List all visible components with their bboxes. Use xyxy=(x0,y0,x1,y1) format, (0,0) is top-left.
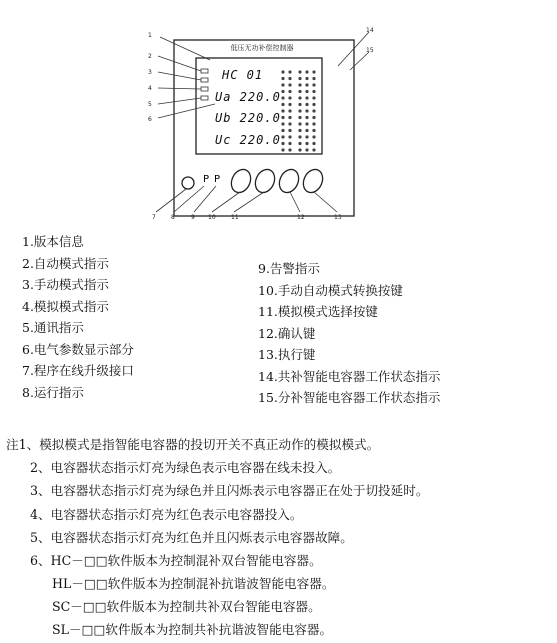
capacitor-status-led xyxy=(298,83,301,86)
capacitor-status-led xyxy=(298,148,301,151)
capacitor-status-led xyxy=(288,129,291,132)
capacitor-status-led xyxy=(281,148,284,151)
capacitor-status-led xyxy=(288,135,291,138)
capacitor-status-led xyxy=(281,77,284,80)
legend-right xyxy=(258,258,440,409)
capacitor-status-led xyxy=(281,96,284,99)
display-line-2: Ua 220.0 xyxy=(215,90,281,104)
callout-14: 14 xyxy=(366,27,374,34)
callout-11: 11 xyxy=(231,214,239,221)
panel-title: 低压无功补偿控制器 xyxy=(230,44,294,52)
legend-item-13: 13.执行键 xyxy=(258,347,316,362)
capacitor-status-led xyxy=(288,96,291,99)
capacitor-status-led xyxy=(298,90,301,93)
callout-12: 12 xyxy=(297,214,305,221)
capacitor-status-led xyxy=(281,70,284,73)
capacitor-status-led xyxy=(288,116,291,119)
simulate-mode-indicator xyxy=(201,87,208,91)
display-line-4: Uc 220.0 xyxy=(215,133,281,147)
legend-left xyxy=(22,231,134,403)
callout-2: 2 xyxy=(148,53,152,60)
callout-15: 15 xyxy=(366,47,374,54)
legend-item-5: 5.通讯指示 xyxy=(22,320,84,335)
capacitor-status-led xyxy=(305,77,308,80)
capacitor-status-led xyxy=(312,109,315,112)
callout-4: 4 xyxy=(148,85,152,92)
note-1: 注1、模拟模式是指智能电容器的投切开关不真正动作的模拟模式。 xyxy=(6,437,380,452)
capacitor-status-led xyxy=(312,77,315,80)
capacitor-status-led xyxy=(281,83,284,86)
capacitor-status-led xyxy=(305,122,308,125)
capacitor-status-led xyxy=(312,90,315,93)
display-line-1: HC 01 xyxy=(222,68,264,82)
capacitor-status-led xyxy=(305,103,308,106)
capacitor-status-led xyxy=(312,70,315,73)
capacitor-status-led xyxy=(288,122,291,125)
capacitor-status-led xyxy=(305,116,308,119)
legend-item-7: 7.程序在线升级接口 xyxy=(22,363,134,378)
capacitor-status-led xyxy=(288,103,291,106)
capacitor-status-led xyxy=(298,96,301,99)
capacitor-status-led xyxy=(298,122,301,125)
capacitor-status-led xyxy=(288,77,291,80)
capacitor-status-led xyxy=(281,142,284,145)
capacitor-status-led xyxy=(298,135,301,138)
capacitor-status-led xyxy=(288,90,291,93)
capacitor-status-led xyxy=(281,90,284,93)
capacitor-status-led xyxy=(312,135,315,138)
capacitor-status-led xyxy=(281,116,284,119)
capacitor-status-led xyxy=(305,142,308,145)
display-line-3: Ub 220.0 xyxy=(215,111,281,125)
legend-item-10: 10.手动自动模式转换按键 xyxy=(258,282,403,298)
capacitor-status-led xyxy=(305,129,308,132)
capacitor-status-led xyxy=(281,122,284,125)
note-2: 2、电容器状态指示灯亮为绿色表示电容器在线未投入。 xyxy=(30,460,341,475)
capacitor-status-led xyxy=(305,90,308,93)
legend-item-2: 2.自动模式指示 xyxy=(22,255,109,271)
comm-indicator xyxy=(201,96,208,100)
capacitor-status-led xyxy=(312,83,315,86)
callout-13: 13 xyxy=(334,214,342,221)
run-indicator-glyph: P xyxy=(203,174,210,185)
capacitor-status-led xyxy=(312,103,315,106)
callout-3: 3 xyxy=(148,69,152,76)
legend-item-12: 12.确认键 xyxy=(258,325,316,341)
capacitor-status-led xyxy=(288,83,291,86)
alarm-indicator-glyph: P xyxy=(214,174,221,185)
note-5: 5、电容器状态指示灯亮为红色并且闪烁表示电容器故障。 xyxy=(30,530,353,545)
capacitor-status-led xyxy=(312,116,315,119)
capacitor-status-led xyxy=(305,96,308,99)
capacitor-status-led xyxy=(305,70,308,73)
legend-item-3: 3.手动模式指示 xyxy=(22,277,109,292)
capacitor-status-led xyxy=(312,96,315,99)
legend-item-11: 11.模拟模式选择按键 xyxy=(258,304,378,319)
legend-item-8: 8.运行指示 xyxy=(22,384,84,400)
capacitor-status-led xyxy=(288,70,291,73)
note-6-hl: HL－□□软件版本为控制混补抗谐波智能电容器。 xyxy=(52,576,335,591)
capacitor-status-led xyxy=(288,148,291,151)
capacitor-status-led-grid xyxy=(281,70,315,151)
capacitor-status-led xyxy=(288,109,291,112)
capacitor-status-led xyxy=(298,142,301,145)
capacitor-status-led xyxy=(298,129,301,132)
capacitor-status-led xyxy=(281,135,284,138)
callout-6: 6 xyxy=(148,116,152,123)
auto-mode-indicator xyxy=(201,69,208,73)
legend-item-9: 9.告警指示 xyxy=(258,261,320,276)
capacitor-status-led xyxy=(281,103,284,106)
callout-10: 10 xyxy=(208,214,216,221)
callout-9: 9 xyxy=(191,214,195,221)
program-port xyxy=(182,177,194,189)
capacitor-status-led xyxy=(281,129,284,132)
capacitor-status-led xyxy=(305,83,308,86)
confirm-button[interactable] xyxy=(276,166,302,195)
capacitor-status-led xyxy=(288,142,291,145)
execute-button[interactable] xyxy=(300,166,326,195)
capacitor-status-led xyxy=(305,109,308,112)
legend-item-6: 6.电气参数显示部分 xyxy=(22,341,134,357)
callout-1: 1 xyxy=(148,32,152,39)
note-4: 4、电容器状态指示灯亮为红色表示电容器投入。 xyxy=(30,507,303,522)
controller-front-panel-diagram xyxy=(0,0,557,235)
note-6: 6、HC－□□软件版本为控制混补双台智能电容器。 xyxy=(30,553,322,568)
capacitor-status-led xyxy=(305,135,308,138)
manual-mode-indicator xyxy=(201,78,208,82)
legend-item-1: 1.版本信息 xyxy=(22,234,84,249)
capacitor-status-led xyxy=(312,122,315,125)
callout-8: 8 xyxy=(171,214,175,221)
capacitor-status-led xyxy=(298,116,301,119)
note-6-sc: SC－□□软件版本为控制共补双台智能电容器。 xyxy=(52,599,321,614)
callout-5: 5 xyxy=(148,101,152,108)
legend-item-15: 15.分补智能电容器工作状态指示 xyxy=(258,390,441,405)
note-3: 3、电容器状态指示灯亮为绿色并且闪烁表示电容器正在处于切投延时。 xyxy=(30,483,429,498)
legend-item-14: 14.共补智能电容器工作状态指示 xyxy=(258,368,441,384)
legend-item-4: 4.模拟模式指示 xyxy=(22,298,109,314)
capacitor-status-led xyxy=(281,109,284,112)
capacitor-status-led xyxy=(312,148,315,151)
manual-auto-switch-button[interactable] xyxy=(228,166,254,195)
capacitor-status-led xyxy=(298,77,301,80)
capacitor-status-led xyxy=(305,148,308,151)
panel-outline xyxy=(174,40,354,216)
capacitor-status-led xyxy=(312,142,315,145)
simulate-mode-button[interactable] xyxy=(252,166,278,195)
callout-7: 7 xyxy=(152,214,156,221)
capacitor-status-led xyxy=(298,109,301,112)
capacitor-status-led xyxy=(312,129,315,132)
capacitor-status-led xyxy=(298,103,301,106)
note-6-sl: SL－□□软件版本为控制共补抗谐波智能电容器。 xyxy=(52,622,333,637)
capacitor-status-led xyxy=(298,70,301,73)
